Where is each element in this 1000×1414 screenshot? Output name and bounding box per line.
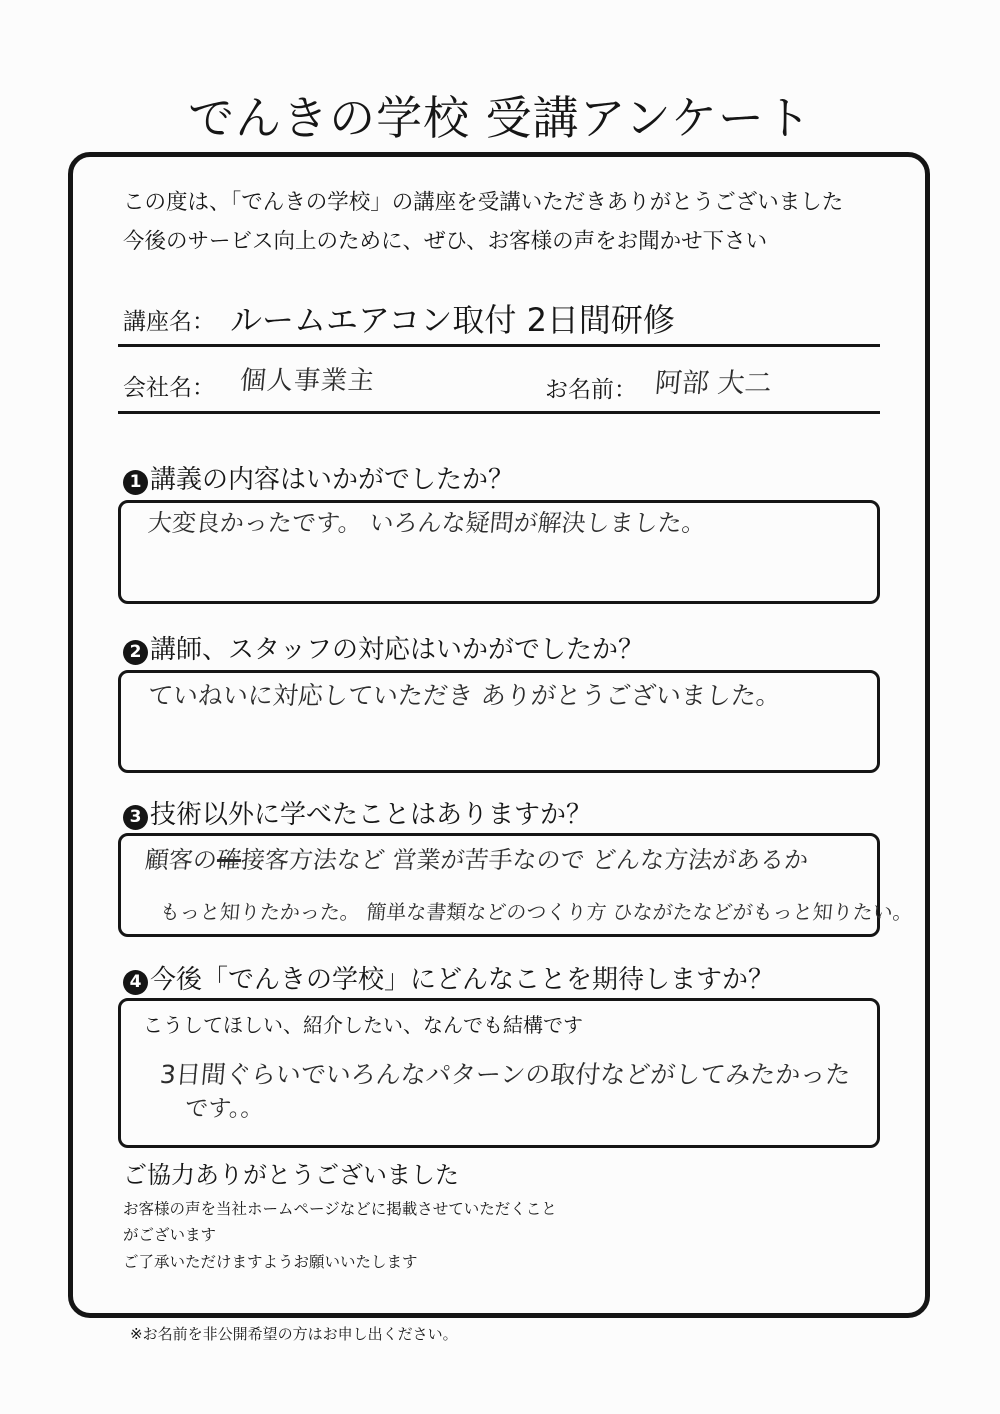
answer-3-segment: 接客方法など 営業が苦手なので どんな方法があるか [239,846,810,874]
closing-line-1: お客様の声を当社ホームページなどに掲載させていただくこと [123,1200,557,1218]
page-title: でんきの学校 受講アンケート [188,91,812,145]
course-underline [118,344,880,347]
question-4-heading [123,967,774,995]
intro-line-1: この度は、「でんきの学校」の講座を受講いただきありがとうございました [123,190,844,215]
closing-thanks: ご協力ありがとうございました [123,1161,459,1189]
closing-line-2: がございます [123,1226,217,1244]
question-3-heading [123,802,592,830]
answer-4-line-1-handwritten: 3日間ぐらいでいろんなパターンの取付などがしてみたかった [158,1060,852,1089]
closing-line-3: ご了承いただけますようお願いいたします [123,1253,418,1271]
privacy-footnote: ※お名前を非公開希望の方はお申し出ください。 [130,1325,458,1343]
company-label: 会社名： [123,375,215,401]
question-4-hint: こうしてほしい、紹介したい、なんでも結構です [143,1013,583,1037]
company-value-handwritten: 個人事業主 [238,366,377,396]
question-2-heading [123,637,644,665]
course-label: 講座名： [123,309,215,335]
answer-3-segment: 顧客の [143,846,219,874]
question-number-badge: 3 [123,805,148,830]
question-number-badge: 1 [123,470,148,495]
question-2-text: 講師、スタッフの対応はいかがでしたか？ [150,635,645,665]
question-number-badge: 4 [123,970,148,995]
answer-3-line-2-handwritten: もっと知りたかった。 簡単な書類などのつくり方 ひながたなどがもっと知りたい。 [158,900,914,924]
name-value-handwritten: 阿部 大二 [653,368,773,399]
name-label: お名前： [545,377,637,403]
answer-1-handwritten: 大変良かったです。 いろんな疑問が解決しました。 [146,509,707,537]
course-name: ルームエアコン取付 2日間研修 [230,301,675,339]
answer-2-handwritten: ていねいに対応していただき ありがとうございました。 [146,681,783,710]
answer-4-line-2-handwritten: です。。 [183,1096,265,1122]
question-number-badge: 2 [123,640,148,665]
name-underline [118,411,880,414]
question-1-text: 講義の内容はいかがでしたか？ [150,465,515,495]
question-4-text: 今後「でんきの学校」にどんなことを期待しますか？ [150,965,775,995]
question-3-text: 技術以外に学べたことはありますか？ [150,800,593,830]
crossed-out-character: 確 [215,846,243,874]
answer-3-line-1-handwritten [144,848,809,872]
intro-line-2: 今後のサービス向上のために、ぜひ、お客様の声をお聞かせ下さい [123,229,768,254]
question-1-heading [123,467,514,495]
